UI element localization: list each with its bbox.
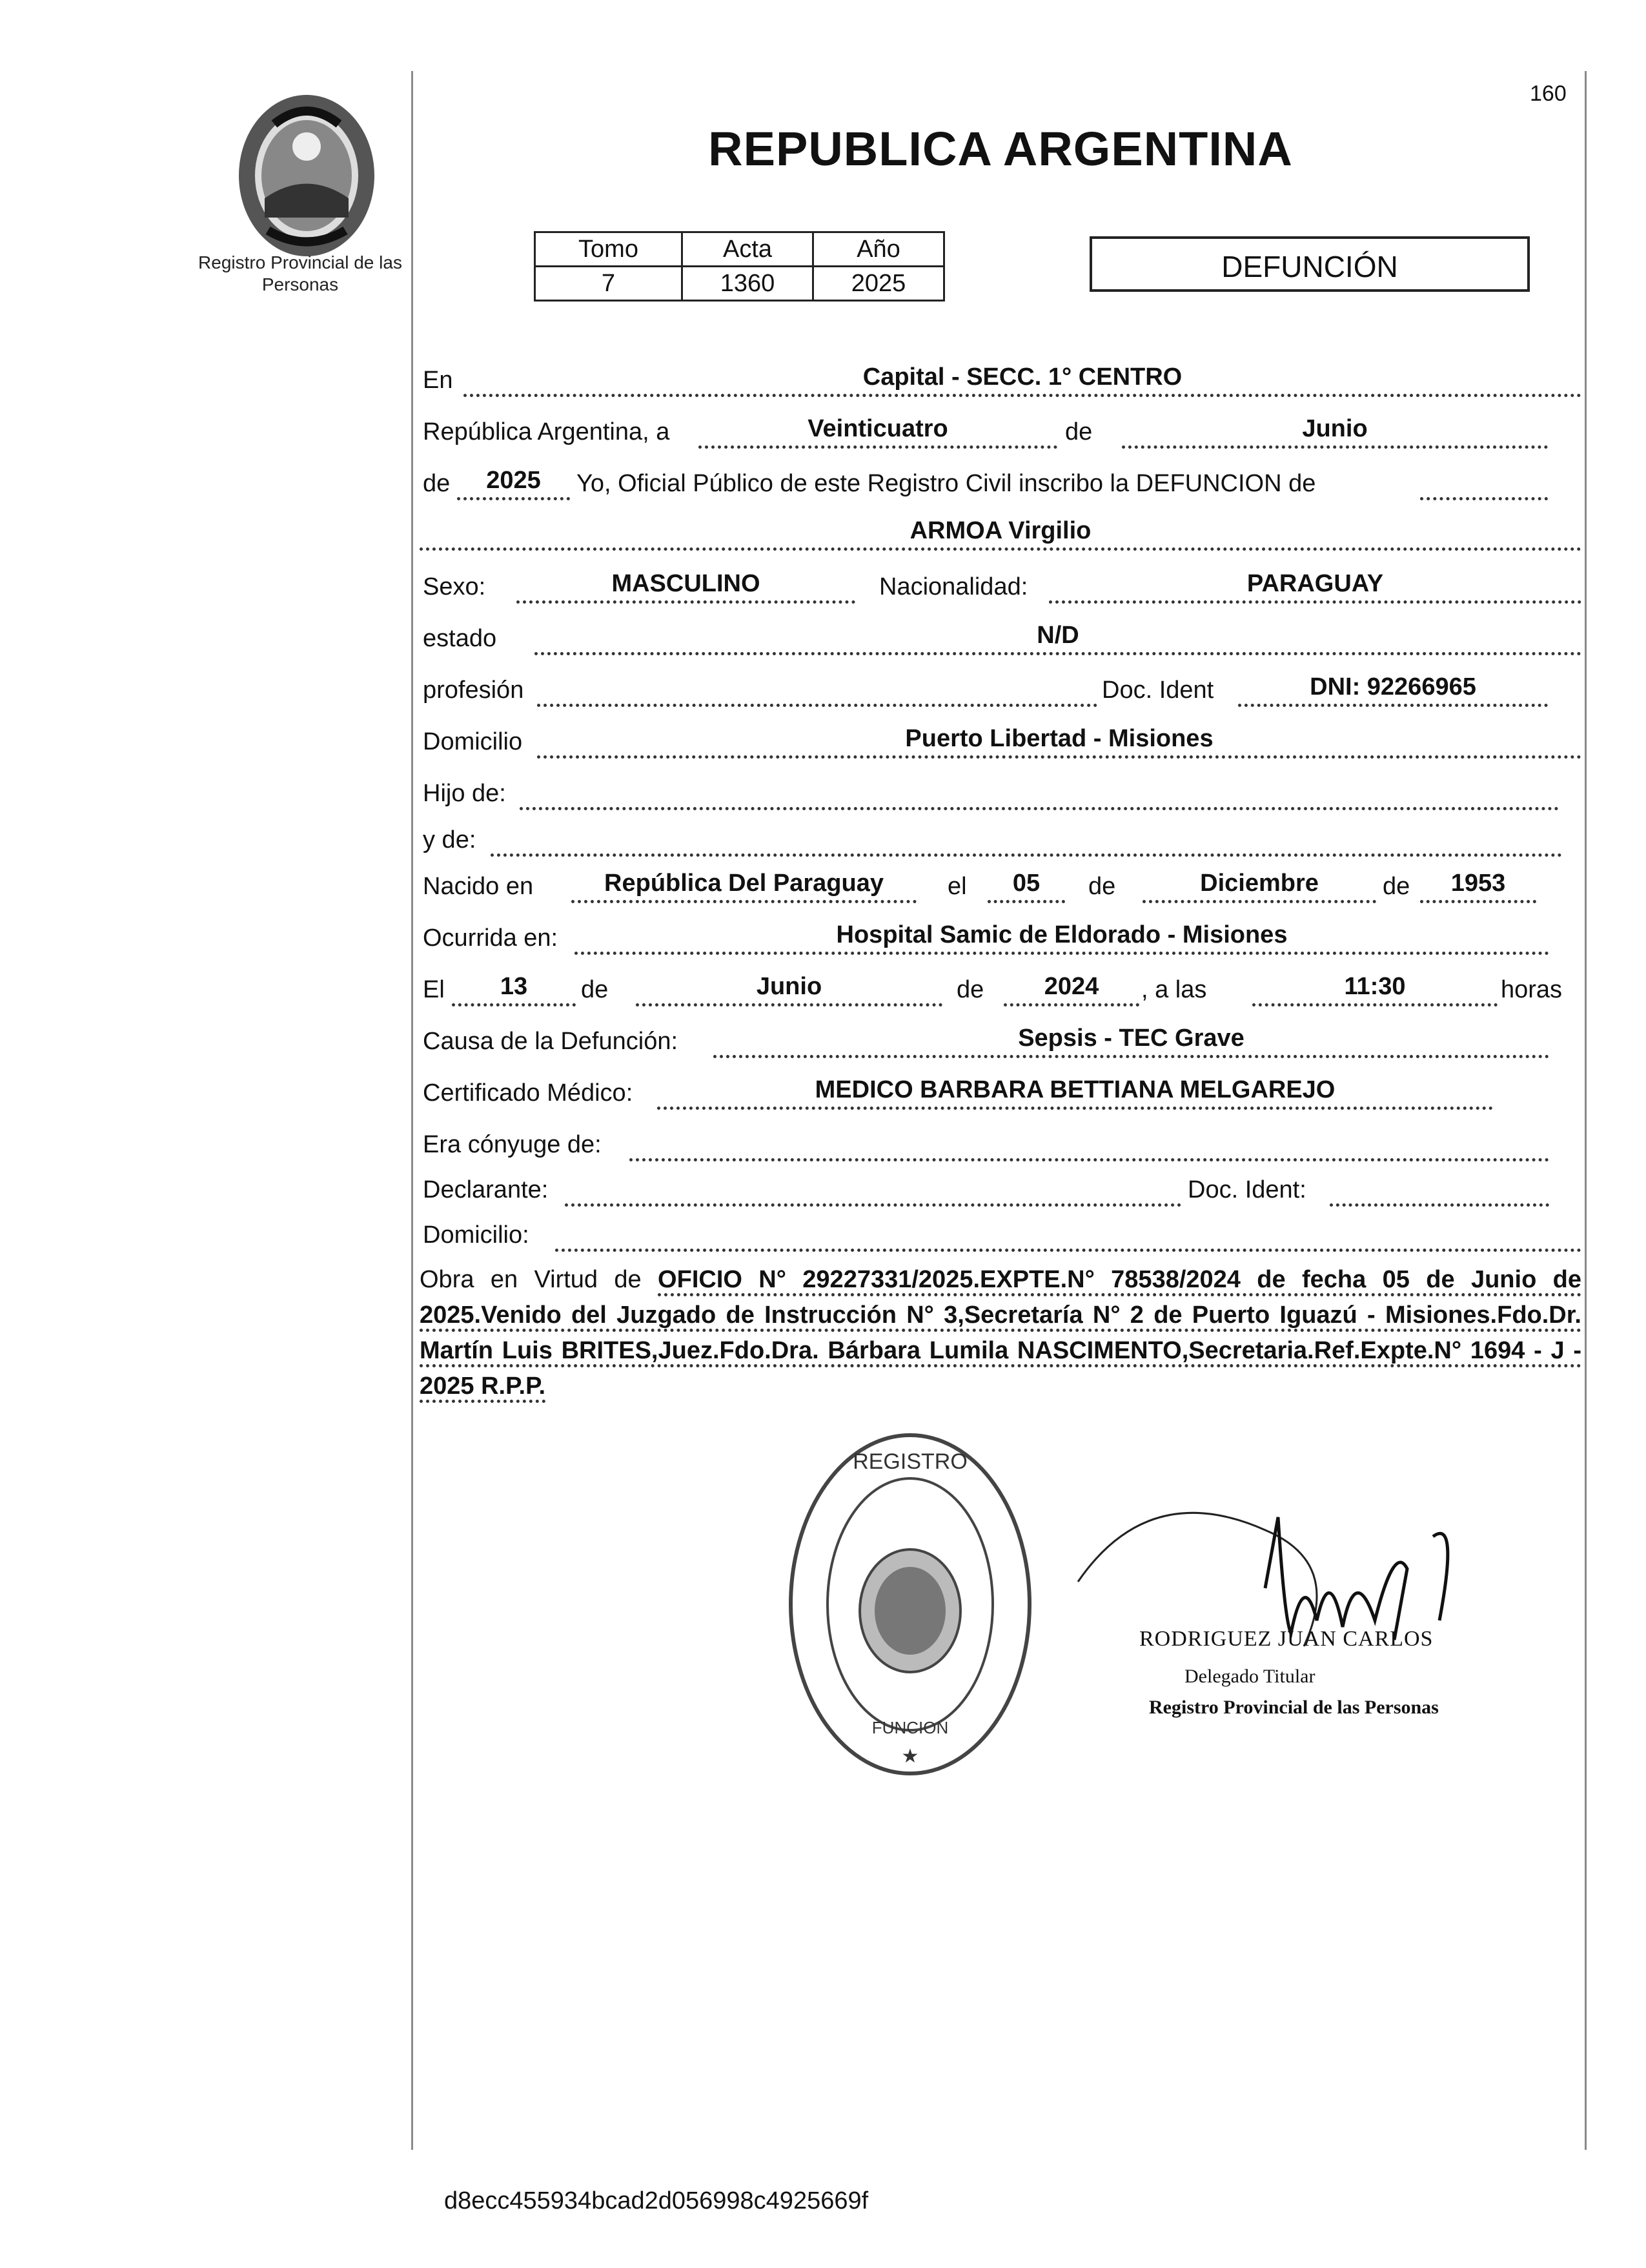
inscribo-trailing-field [1420,466,1548,500]
certificado-field: MEDICO BARBARA BETTIANA MELGAREJO [657,1076,1493,1110]
signatory-name: RODRIGUEZ JUAN CARLOS [1139,1627,1434,1651]
anio-de-label: de [423,470,451,497]
page-number: 160 [1530,81,1567,106]
profesion-field [537,673,1097,707]
dia-field: Veinticuatro [698,414,1057,449]
certificado-label: Certificado Médico: [423,1079,633,1107]
en-field: Capital - SECC. 1° CENTRO [463,363,1581,397]
nacido-el-label: el [948,873,967,900]
declarante-label: Declarante: [423,1176,549,1203]
horas-label: horas [1501,976,1563,1003]
republica-label: República Argentina, a [423,418,670,445]
ocurrida-field: Hospital Samic de Eldorado - Misiones [574,921,1549,955]
registro-stamp-seal [784,1430,1036,1779]
causa-label: Causa de la Defunción: [423,1028,678,1055]
nac-dia-field: 05 [988,869,1065,903]
signatory-org: Registro Provincial de las Personas [1149,1697,1439,1718]
nacionalidad-label: Nacionalidad: [879,573,1028,600]
hijo-field [520,776,1559,810]
def-de1-label: de [581,976,609,1003]
sexo-label: Sexo: [423,573,486,600]
obra-en-virtud-paragraph [420,1262,1581,1404]
anio-field: 2025 [457,466,570,500]
alas-label: , a las [1141,976,1207,1003]
left-margin-line [411,71,413,2150]
ocurrida-label: Ocurrida en: [423,925,558,952]
right-margin-line [1585,71,1587,2150]
domicilio-label: Domicilio [423,728,523,755]
acta-value: 1360 [682,267,813,301]
declarante-field [565,1172,1181,1207]
yde-field [491,822,1562,857]
causa-field: Sepsis - TEC Grave [713,1024,1549,1058]
svg-text:REGISTRO: REGISTRO [853,1449,968,1474]
sexo-field: MASCULINO [516,569,855,604]
estado-label: estado [423,625,497,652]
conyuge-field [629,1127,1549,1161]
def-de2-label: de [957,976,984,1003]
document-type-box: DEFUNCIÓN [1090,236,1530,292]
mes-field: Junio [1122,414,1548,449]
domicilio2-field [555,1218,1581,1252]
anio-value: 2025 [813,267,944,301]
tomo-value: 7 [535,267,682,301]
conyuge-label: Era cónyuge de: [423,1131,602,1158]
de-label: de [1065,418,1093,445]
page-title: REPUBLICA ARGENTINA [708,122,1293,176]
hijo-label: Hijo de: [423,780,506,807]
nac-de1-label: de [1088,873,1116,900]
nac-de2-label: de [1383,873,1410,900]
obra-text: OFICIO N° 29227331/2025.EXPTE.N° 78538/2024 de fecha 05 de Junio de 2025.Venido del Juzgado de Instrucción N° 3,Secretaría N° 2 de Puerto Iguazú - Misiones.Fdo.Dr. Martín Luis BRITES,Juez.Fdo.Dra. Bárbara Lumila NASCIMENTO,Secretaria.Ref.Expte.N° 1694 - J - 2025 R.P.P. [420,1266,1581,1403]
misiones-coat-of-arms-logo [229,85,384,260]
yde-label: y de: [423,826,476,853]
svg-text:★: ★ [901,1746,919,1767]
def-dia-field: 13 [452,972,576,1006]
fecha-el-label: El [423,976,445,1003]
def-mes-field: Junio [636,972,942,1006]
inscribo-text: Yo, Oficial Público de este Registro Civil inscribo la DEFUNCION de [576,470,1316,497]
def-anio-field: 2024 [1004,972,1139,1006]
domicilio2-label: Domicilio: [423,1221,529,1249]
obra-prefix: Obra en Virtud de [420,1266,658,1293]
document-hash: d8ecc455934bcad2d056998c4925669f [444,2187,869,2214]
hora-field: 11:30 [1252,972,1498,1006]
doc-ident2-label: Doc. Ident: [1188,1176,1306,1203]
estado-field: N/D [534,621,1581,655]
registro-provincial-caption: Registro Provincial de las Personas [198,252,402,294]
anio-header: Año [813,232,944,267]
doc-ident2-field [1330,1172,1549,1207]
tomo-header: Tomo [535,232,682,267]
doc-ident-label: Doc. Ident [1102,677,1214,704]
nacionalidad-field: PARAGUAY [1049,569,1581,604]
nacido-label: Nacido en [423,873,534,900]
profesion-label: profesión [423,677,524,704]
signatory-role: Delegado Titular [1184,1666,1316,1687]
tomo-acta-anio-table [534,231,945,301]
svg-text:FUNCION: FUNCION [871,1718,949,1737]
nombre-field: ARMOA Virgilio [420,516,1581,551]
en-label: En [423,367,453,394]
domicilio-field: Puerto Libertad - Misiones [537,724,1581,759]
nac-anio-field: 1953 [1420,869,1536,903]
acta-header: Acta [682,232,813,267]
nacido-field: República Del Paraguay [571,869,917,903]
doc-ident-field: DNI: 92266965 [1238,673,1548,707]
nac-mes-field: Diciembre [1143,869,1376,903]
